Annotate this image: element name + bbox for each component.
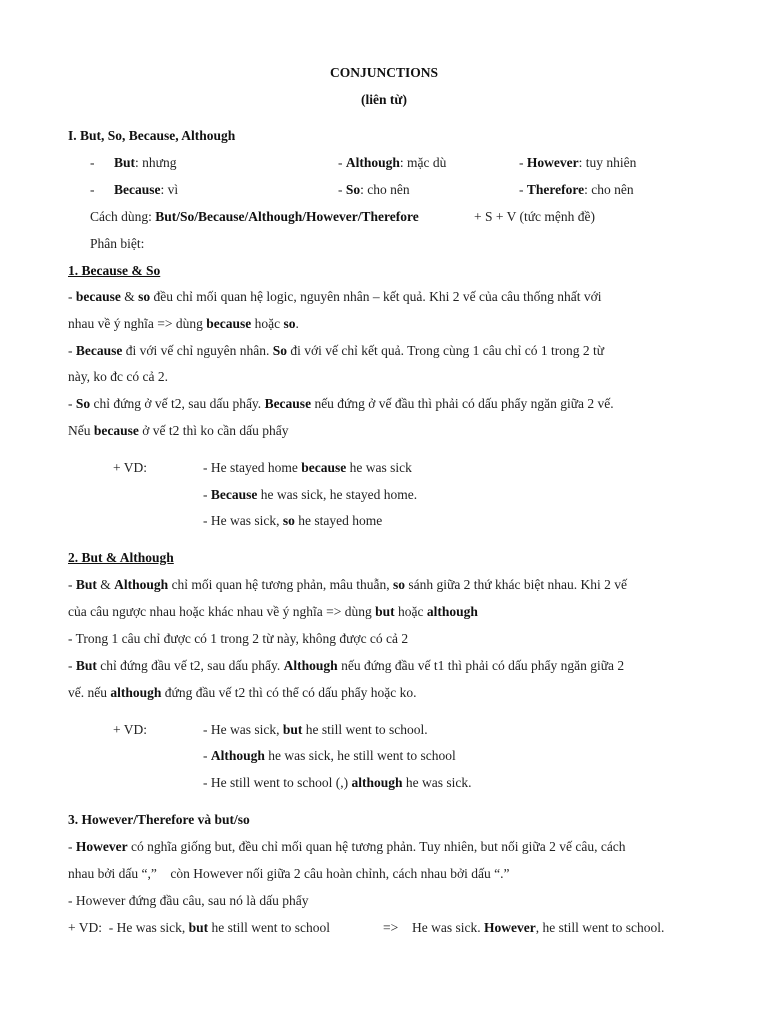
example-line: He was sick. However, he still went to school. [412, 920, 665, 935]
list-dash: - [90, 182, 95, 197]
section-1-heading: I. But, So, Because, Although [68, 128, 236, 143]
vocab-so: - So: cho nên [338, 182, 410, 197]
section-however-therefore-heading: 3. However/Therefore và but/so [68, 812, 250, 827]
example-line: - Because he was sick, he stayed home. [203, 487, 418, 502]
paragraph: của câu ngược nhau hoặc khác nhau về ý nghĩa => dùng but hoặc although [68, 604, 478, 619]
arrow-symbol: => [383, 920, 399, 935]
page-subtitle: (liên từ) [361, 92, 407, 107]
paragraph: Nếu because ở vế t2 thì ko cần dấu phẩy [68, 423, 289, 438]
page-title: CONJUNCTIONS [329, 65, 438, 80]
example-label: + VD: [113, 722, 147, 737]
example-line: - He was sick, so he stayed home [203, 513, 383, 528]
paragraph: - But & Although chỉ mối quan hệ tương phản, mâu thuẫn, so sánh giữa 2 thứ khác biệt nhau. Khi 2 vế [68, 577, 627, 592]
paragraph: - Trong 1 câu chỉ được có 1 trong 2 từ này, không được có cả 2 [68, 631, 409, 646]
paragraph: nhau về ý nghĩa => dùng because hoặc so. [68, 316, 299, 331]
usage-line: Cách dùng: But/So/Because/Although/However/Therefore [90, 209, 419, 224]
example-label: + VD: [113, 460, 147, 475]
paragraph: này, ko đc có cả 2. [68, 369, 168, 384]
paragraph: vế. nếu although đứng đầu vế t2 thì có thể có dấu phẩy hoặc ko. [68, 685, 417, 700]
usage-formula: + S + V (tức mệnh đề) [474, 209, 596, 224]
paragraph: - However có nghĩa giống but, đều chỉ mối quan hệ tương phản. Tuy nhiên, but nối giữa 2 vế câu, cách [68, 839, 626, 854]
vocab-therefore: - Therefore: cho nên [519, 182, 634, 197]
paragraph: - So chỉ đứng ở vế t2, sau dấu phẩy. Because nếu đứng ở vế đầu thì phải có dấu phẩy ngăn giữa 2 vế. [68, 396, 614, 411]
paragraph: - because & so đều chỉ mối quan hệ logic, nguyên nhân – kết quả. Khi 2 vế của câu thống nhất với [68, 289, 602, 304]
vocab-however: - However: tuy nhiên [519, 155, 637, 170]
paragraph: - But chỉ đứng đầu vế t2, sau dấu phẩy. Although nếu đứng đầu vế t1 thì phải có dấu phẩy ngăn giữa 2 [68, 658, 625, 673]
list-dash: - [90, 155, 95, 170]
paragraph: nhau bởi dấu “,” còn However nối giữa 2 câu hoàn chỉnh, cách nhau bởi dấu “.” [68, 866, 510, 881]
section-because-so-heading: 1. Because & So [68, 263, 161, 278]
distinguish-label: Phân biệt: [90, 236, 145, 251]
paragraph: - Because đi với vế chỉ nguyên nhân. So đi với vế chỉ kết quả. Trong cùng 1 câu chỉ có 1 trong 2 từ [68, 343, 605, 358]
example-line: - He stayed home because he was sick [203, 460, 412, 475]
example-line: - He was sick, but he still went to school. [203, 722, 428, 737]
example-line: - Although he was sick, he still went to school [203, 748, 456, 763]
example-line: + VD: - He was sick, but he still went to school [68, 920, 330, 935]
vocab-but: But: nhưng [114, 155, 177, 170]
example-line: - He still went to school (,) although he was sick. [203, 775, 472, 790]
vocab-because: Because: vì [114, 182, 179, 197]
paragraph: - However đứng đầu câu, sau nó là dấu phẩy [68, 893, 309, 908]
section-but-although-heading: 2. But & Although [68, 550, 174, 565]
vocab-although: - Although: mặc dù [338, 155, 447, 170]
